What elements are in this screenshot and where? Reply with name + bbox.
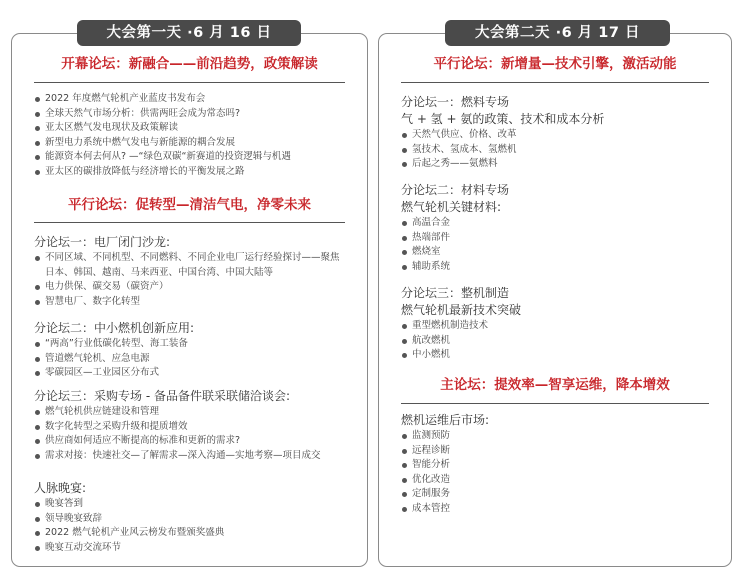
parallel-forum-title: 平行论坛：新增量—技术引擎，激活动能	[433, 56, 677, 72]
list-item: 领导晚宴致辞	[34, 512, 224, 527]
divider	[401, 82, 709, 83]
forum1-subtitle: 气 + 氢 + 氨的政策、技术和成本分析	[401, 112, 605, 126]
list-item: 远程诊断	[401, 444, 489, 459]
list-item: 优化改造	[401, 473, 489, 488]
divider	[34, 222, 345, 223]
divider	[34, 82, 345, 83]
forum1-block	[401, 94, 604, 172]
forum3-block	[34, 388, 321, 463]
list-item: 航改燃机	[401, 334, 521, 349]
list-item: 天然气供应、价格、改革	[401, 128, 604, 143]
list-item: 2022 燃气轮机产业风云榜发布暨颁奖盛典	[34, 526, 224, 541]
list-item: 热端部件	[401, 231, 509, 246]
parallel-forum-title: 平行论坛：促转型—清洁气电，净零未来	[68, 197, 311, 213]
list-item: 电力供保、碳交易（碳资产）	[34, 280, 345, 295]
list-item: 亚太区的碳排放降低与经济增长的平衡发展之路	[34, 165, 291, 180]
day2-card	[378, 33, 732, 567]
list-item: 中小燃机	[401, 348, 521, 363]
day2-tab: 大会第二天 ·6 月 17 日	[445, 20, 670, 46]
forum1-title: 分论坛一：燃料专场	[401, 95, 510, 109]
opening-forum-title: 开幕论坛：新融合——前沿趋势，政策解读	[61, 56, 318, 72]
list-item: 监测预防	[401, 429, 489, 444]
forum2-subtitle: 燃气轮机关键材料:	[401, 200, 502, 214]
list-item: 不同区域、不同机型、不同燃料、不同企业电厂运行经验探讨——聚焦日本、韩国、越南、马来西亚、中国台湾、中国大陆等	[34, 251, 345, 280]
list-item: 燃气轮机供应链建设和管理	[34, 405, 321, 420]
list-item: 需求对接：快速社交—了解需求—深入沟通—实地考察—项目成交	[34, 449, 321, 464]
list-item: 全球天然气市场分析：供需两旺会成为常态吗?	[34, 107, 291, 122]
list-item: 管道燃气轮机、应急电源	[34, 352, 194, 367]
opening-forum-list	[34, 92, 291, 179]
list-item: 后起之秀——氨燃料	[401, 157, 604, 172]
list-item: 供应商如何适应不断提高的标准和更新的需求?	[34, 434, 321, 449]
dinner-title: 人脉晚宴:	[34, 481, 87, 495]
dinner-block	[34, 480, 224, 555]
list-item: 定制服务	[401, 487, 489, 502]
list-item: 2022 年度燃气轮机产业蓝皮书发布会	[34, 92, 291, 107]
list-item: 辅助系统	[401, 260, 509, 275]
list-item: 智慧电厂、数字化转型	[34, 295, 345, 310]
list-item: 高温合金	[401, 216, 509, 231]
forum3-subtitle: 燃气轮机最新技术突破	[401, 303, 522, 317]
list-item: 新型电力系统中燃气发电与新能源的耦合发展	[34, 136, 291, 151]
list-item: 晚宴答到	[34, 497, 224, 512]
forum3-title: 分论坛三：采购专场 - 备品备件联采联储洽谈会:	[34, 389, 291, 403]
list-item: “两高”行业低碳化转型、海工装备	[34, 337, 194, 352]
list-item: 数字化转型之采购升级和提质增效	[34, 420, 321, 435]
list-item: 零碳园区—工业园区分布式	[34, 366, 194, 381]
forum3-title: 分论坛三：整机制造	[401, 286, 510, 300]
list-item: 成本管控	[401, 502, 489, 517]
main-section-title: 燃机运维后市场:	[401, 413, 490, 427]
list-item: 能源资本何去何从? —“绿色双碳“新赛道的投资逻辑与机遇	[34, 150, 291, 165]
forum3-block	[401, 285, 521, 363]
list-item: 重型燃机制造技术	[401, 319, 521, 334]
forum2-block	[401, 182, 509, 274]
forum1-block	[34, 234, 345, 309]
day1-tab: 大会第一天 ·6 月 16 日	[77, 20, 301, 46]
forum2-title: 分论坛二：材料专场	[401, 183, 510, 197]
list-item: 燃烧室	[401, 245, 509, 260]
main-forum-title: 主论坛：提效率—智享运维，降本增效	[440, 377, 670, 393]
forum2-block	[34, 320, 194, 381]
divider	[401, 403, 709, 404]
forum1-title: 分论坛一：电厂闭门沙龙:	[34, 235, 171, 249]
list-item: 氢技术、氢成本、氢燃机	[401, 143, 604, 158]
list-item: 智能分析	[401, 458, 489, 473]
main-forum-block	[401, 412, 489, 516]
list-item: 晚宴互动交流环节	[34, 541, 224, 556]
forum2-title: 分论坛二：中小燃机创新应用:	[34, 321, 195, 335]
list-item: 亚太区燃气发电现状及政策解读	[34, 121, 291, 136]
day1-card	[11, 33, 368, 567]
